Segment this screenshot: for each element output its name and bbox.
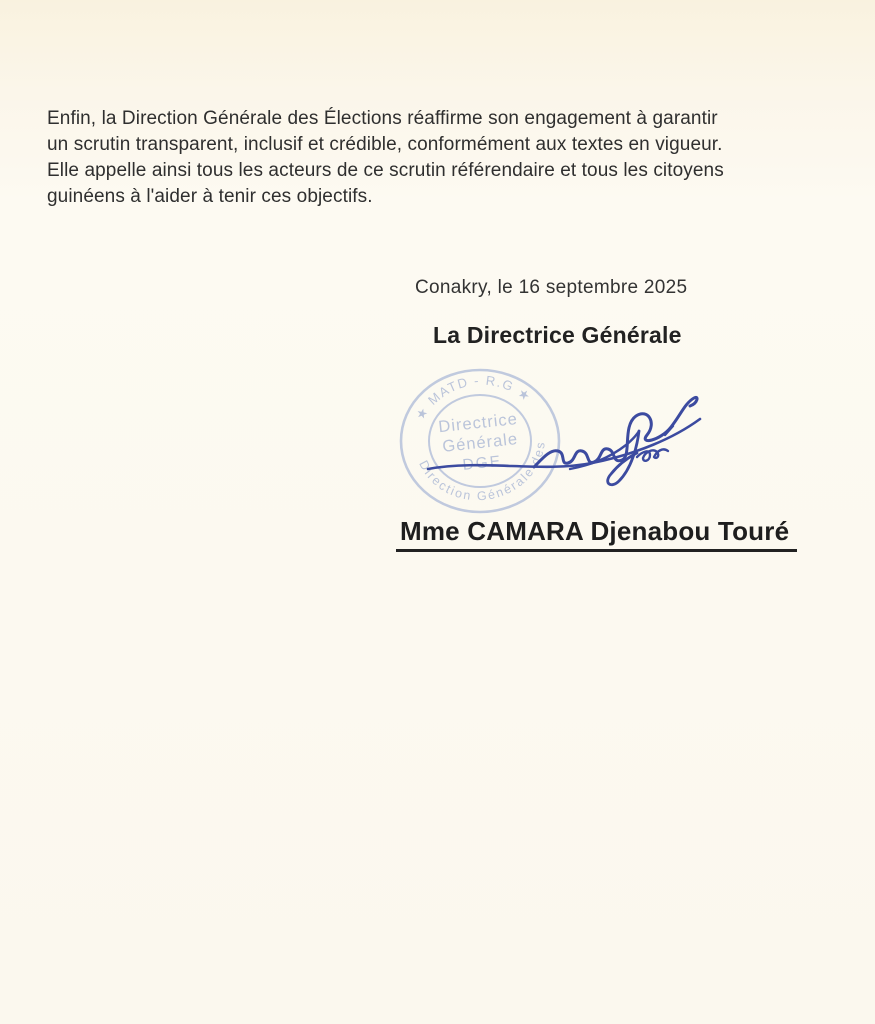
date-place-line: Conakry, le 16 septembre 2025 — [415, 277, 688, 298]
stamp-center-line-2: Générale — [441, 430, 519, 456]
stamp-top-arc-text: ★ MATD - R.G ★ — [412, 372, 535, 423]
paragraph-line: Elle appelle ainsi tous les acteurs de ce scrutin référendaire et tous les citoyens — [47, 160, 724, 181]
closing-paragraph — [47, 106, 787, 210]
stamp-bottom-arc-text: Direction Générale des — [416, 439, 548, 504]
paragraph-line: un scrutin transparent, inclusif et crédible, conformément aux textes en vigueur. — [47, 134, 723, 155]
stamp-center-line-3: DGE — [461, 452, 503, 474]
paragraph-line: guinéens à l'aider à tenir ces objectifs. — [47, 186, 373, 207]
handwritten-signature — [422, 370, 707, 505]
signer-title: La Directrice Générale — [433, 322, 682, 348]
paragraph-line: Enfin, la Direction Générale des Élections réaffirme son engagement à garantir — [47, 108, 718, 129]
signer-name-text: Mme CAMARA Djenabou Touré — [396, 516, 797, 552]
signature-trailing-letters — [637, 449, 668, 460]
signer-name — [400, 516, 797, 552]
stamp-center-line-1: Directrice — [437, 409, 519, 437]
